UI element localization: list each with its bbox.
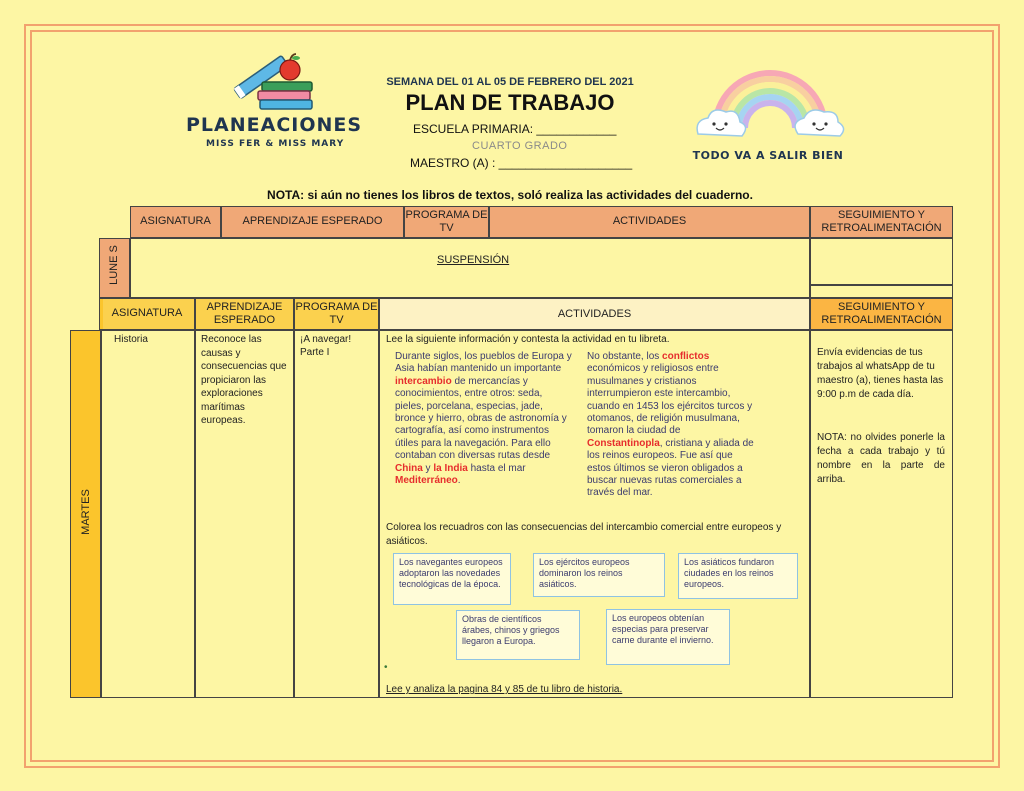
t1-header-activities: ACTIVIDADES	[489, 206, 810, 238]
slogan: TODO VA A SALIR BIEN	[692, 149, 844, 162]
t1-day-bar	[99, 238, 130, 298]
t2-tv-cell	[294, 330, 379, 698]
consequence-box-5[interactable]: Los europeos obtenían especias para preservar carne durante el invierno.	[606, 609, 730, 665]
t2-header-learning: APRENDIZAJE ESPERADO	[195, 298, 294, 330]
t2-header-activities: ACTIVIDADES	[379, 298, 810, 330]
t2-header-edge	[99, 298, 103, 330]
t2-learning-cell	[195, 330, 294, 698]
t1-day-label: LUNE S	[108, 245, 120, 285]
consequence-box-1[interactable]: Los navegantes europeos adoptaron las novedades tecnológicas de la época.	[393, 553, 511, 605]
t1-header-tv: PROGRAMA DE TV	[404, 206, 489, 238]
t2-tv-line2: Parte I	[300, 347, 330, 358]
t1-suspension: SUSPENSIÓN	[437, 254, 510, 266]
t2-day-bar	[70, 330, 101, 698]
logo-title: PLANEACIONES	[186, 114, 363, 136]
school-field: ESCUELA PRIMARIA: ____________	[413, 122, 617, 136]
t1-content-cell	[130, 238, 810, 298]
t2-feedback-2: NOTA: no olvides ponerle la fecha a cada trabajo y tú nombre en la parte de arriba.	[817, 432, 945, 485]
t2-header-tv: PROGRAMA DE TV	[294, 298, 379, 330]
t2-reading: Lee y analiza la pagina 84 y 85 de tu libro de historia.	[386, 684, 623, 695]
t2-activities-cell	[379, 330, 810, 698]
teacher-field: MAESTRO (A) : ____________________	[410, 156, 633, 170]
t2-feedback-1: Envía evidencias de tus trabajos al whatsApp de tu maestro (a), tienes hasta las 9:00 p.m de cada día.	[817, 347, 944, 400]
t1-header-feedback: SEGUIMIENTO Y RETROALIMENTACIÓN	[810, 206, 953, 238]
t2-subject-cell	[101, 330, 195, 698]
t2-tv-line1: ¡A navegar!	[300, 334, 352, 345]
rainbow-clouds-icon	[690, 56, 850, 148]
t2-intro: Lee la siguiente información y contesta la actividad en tu libreta.	[386, 334, 670, 345]
t2-learning: Reconoce las causas y consecuencias que propiciaron las exploraciones marítimas europeas.	[201, 334, 287, 426]
textbook-note: NOTA: si aún no tienes los libros de textos, soló realiza las actividades del cuaderno.	[267, 188, 753, 202]
t2-text-col2: No obstante, los conflictos económicos y religiosos entre musulmanes y cristianos interrumpieron este intercambio, cuando en 1453 los ejércitos turcos y otomanos, de religión musulmana, tomaron la ciudad de Constantinopla, cristiana y aliada de los reinos europeos. Fue así que estos últimos se vieron obligados a buscar nuevas rutas comerciales a través del mar.	[587, 351, 754, 499]
t2-feedback-cell	[810, 330, 953, 698]
page-title: PLAN DE TRABAJO	[405, 90, 615, 115]
consequence-box-2[interactable]: Los ejércitos europeos dominaron los reinos asiáticos.	[533, 553, 665, 597]
t2-subject: Historia	[114, 334, 148, 345]
t1-feedback-cell	[810, 238, 953, 285]
consequence-box-4[interactable]: Obras de científicos árabes, chinos y griegos llegaron a Europa.	[456, 610, 580, 660]
t2-header-feedback: SEGUIMIENTO Y RETROALIMENTACIÓN	[810, 298, 953, 330]
consequence-box-3[interactable]: Los asiáticos fundaron ciudades en los reinos europeos.	[678, 553, 798, 599]
t1-header-learning: APRENDIZAJE ESPERADO	[221, 206, 404, 238]
books-apple-logo-icon	[218, 50, 318, 114]
logo-subtitle: MISS FER & MISS MARY	[206, 139, 345, 149]
t2-text-col1: Durante siglos, los pueblos de Europa y Asia habían mantenido un importante intercambio de mercancías y conocimientos, entre otros: seda, pieles, porcelana, especias, jade, bronce y hierro, obras de astronomía y cartografía, así como instrumentos útiles para la navegación. Para ello contaban con diversas rutas desde China y la India hasta el mar Mediterráneo.	[395, 351, 572, 487]
t1-header-subject: ASIGNATURA	[130, 206, 221, 238]
t2-day-label: MARTES	[80, 489, 92, 535]
t1-feedback-cell-2	[810, 285, 953, 298]
t2-instruction: Colorea los recuadros con las consecuencias del intercambio comercial entre europeos y asiáticos.	[386, 522, 782, 547]
t2-header-subject: ASIGNATURA	[99, 298, 195, 330]
week-range: SEMANA DEL 01 AL 05 DE FEBRERO DEL 2021	[386, 76, 634, 88]
grade-label: CUARTO GRADO	[472, 140, 568, 152]
t2-bullet: •	[384, 662, 388, 673]
